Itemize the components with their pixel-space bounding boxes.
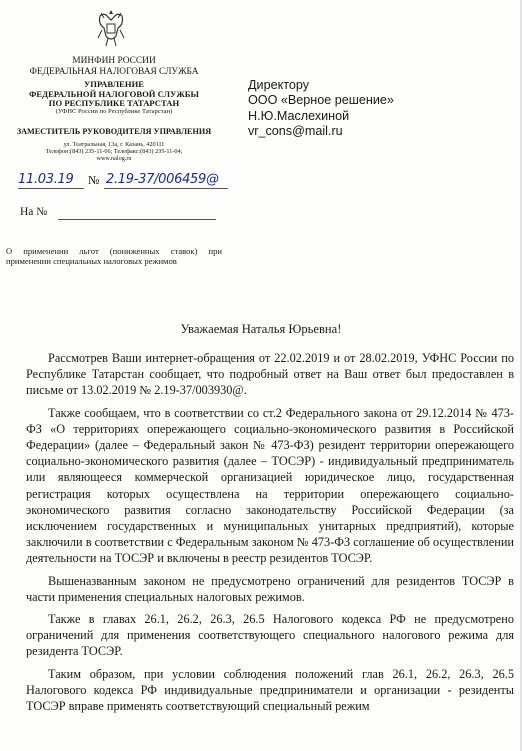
addressee-line-2: ООО «Верное решение»	[248, 93, 394, 108]
number-sign: №	[88, 173, 100, 187]
registration-line	[18, 170, 228, 192]
letter-subject: О применении льгот (пониженных ставок) при применении специальных налоговых режимов	[6, 246, 222, 267]
paragraph-2: Также сообщаем, что в соответствии со ст.2 Федерального закона от 29.12.2014 № 473-ФЗ «О территориях опережающего социально-экономического развития в Российской Федерации» (далее – Федеральный закон № 473-ФЗ) резидент территории опережающего социально-экономического развития (далее – ТОСЭР) - индивидуальный предприниматель или являющееся коммерческой организацией юридическое лицо, государственная регистрация которых осуществлена на территории опережающего социально-экономического развития согласно законодательству Российской Федерации (за исключением государственных и муниципальных унитарных предприятий), которые заключили в соответствии с Федеральным законом № 473-ФЗ соглашение об осуществлении деятельности на ТОСЭР и включены в реестр резидентов ТОСЭР.	[26, 405, 514, 566]
addressee-line-1: Директору	[248, 78, 310, 92]
date-underline	[18, 188, 84, 189]
phones: Телефон:(843) 235-11-06; Телефакс:(843) 235-11-04;	[45, 147, 183, 155]
coat-of-arms-icon	[94, 8, 128, 48]
department-short-name: (УФНС России по Республике Татарстан)	[55, 108, 173, 115]
ministry-header	[14, 56, 214, 77]
ministry-name: МИНФИН РОССИИ	[72, 56, 156, 66]
department-line-2: ФЕДЕРАЛЬНОЙ НАЛОГОВОЙ СЛУЖБЫ	[29, 88, 199, 99]
addressee-line-3: Н.Ю.Маслехиной	[248, 108, 350, 123]
registration-date: 11.03.19	[18, 172, 74, 187]
reply-underline	[58, 219, 216, 220]
paragraph-4: Также в главах 26.1, 26.2, 26.3, 26.5 Налогового кодекса РФ не предусмотрено ограничений для применения соответствующего специального налогового режима для резидента ТОСЭР.	[26, 612, 514, 659]
paragraph-1: Рассмотрев Ваши интернет-обращения от 22.02.2019 и от 28.02.2019, УФНС России по Республике Татарстан сообщает, что подробный ответ на Ваш ответ был предоставлен в письме от 13.02.2019 № 2.19-37/003930@.	[26, 351, 514, 398]
signer-position: ЗАМЕСТИТЕЛЬ РУКОВОДИТЕЛЯ УПРАВЛЕНИЯ	[16, 127, 212, 136]
service-name: ФЕДЕРАЛЬНАЯ НАЛОГОВАЯ СЛУЖБА	[29, 66, 199, 77]
department-line-3: ПО РЕСПУБЛИКЕ ТАТАРСТАН	[48, 98, 180, 109]
letter-body	[26, 350, 514, 720]
paragraph-5: Таким образом, при условии соблюдения положений глав 26.1, 26.2, 26.3, 26.5 Налогового кодекса РФ индивидуальные предприниматели и организации - резиденты ТОСЭР вправе применять соответствующий специальный режим	[26, 666, 514, 714]
greeting: Уважаемая Наталья Юрьевна!	[180, 322, 342, 336]
department-block	[14, 80, 214, 109]
department-line-1: УПРАВЛЕНИЕ	[84, 79, 144, 89]
reply-to-line	[20, 206, 220, 218]
website: www.nalog.ru	[96, 154, 132, 162]
addressee-email: vr_cons@mail.ru	[248, 124, 343, 139]
address: ул. Театральная, 13а, г. Казань, 420111	[63, 141, 165, 148]
reply-label: На №	[20, 206, 48, 218]
contact-block	[14, 142, 214, 163]
registration-number: 2.19-37/006459@	[106, 172, 219, 187]
addressee-block	[248, 78, 394, 139]
number-underline	[104, 188, 228, 189]
paragraph-3: Вышеназванным законом не предусмотрено ограничений для резидентов ТОСЭР в части применения специальных налоговых режимов.	[26, 573, 514, 604]
